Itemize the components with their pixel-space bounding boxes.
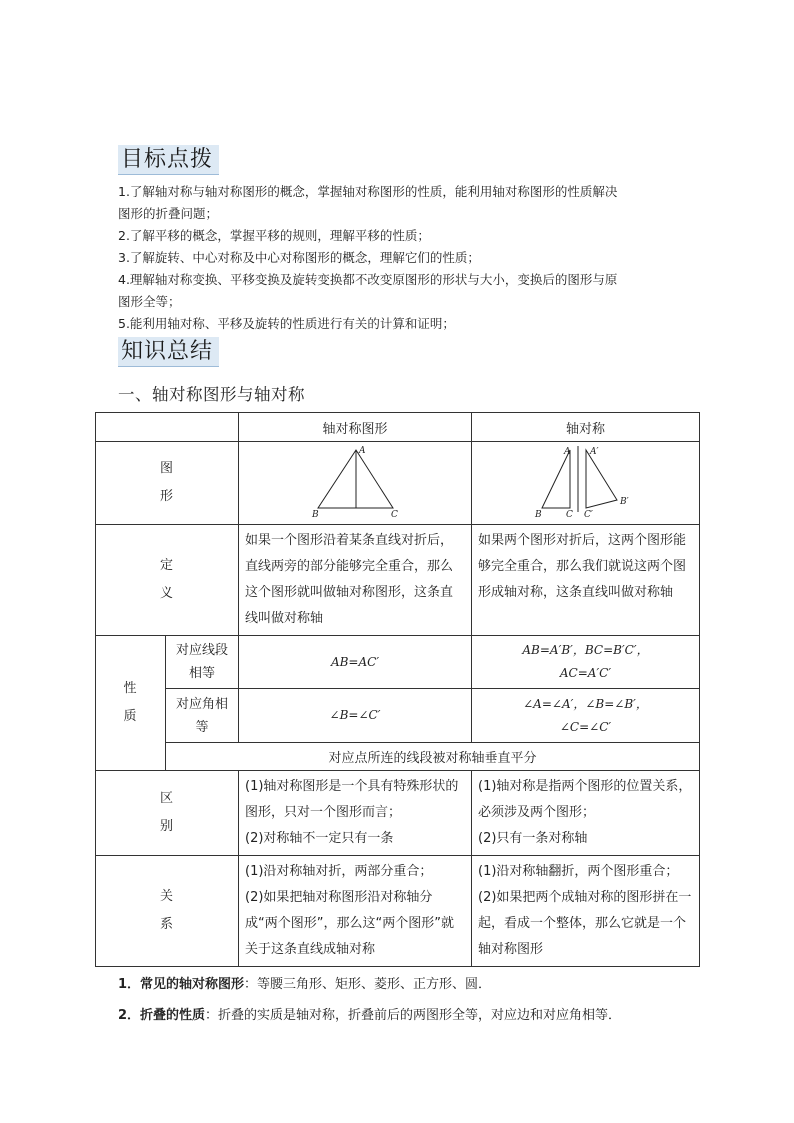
prop-seg-col1: AB=AC′ [239,636,472,689]
section-banner-goals: 目标点拨 [118,145,219,175]
row-label-definition: 定 义 [96,525,239,636]
note-folding: 2．折叠的性质：折叠的实质是轴对称，折叠前后的两图形全等，对应边和对应角相等． [118,1008,622,1023]
fig2-label-a: A [564,447,571,457]
section-banner-summary: 知识总结 [118,337,219,367]
header-col1: 轴对称图形 [239,413,472,442]
difference-col2: (1)轴对称是指两个图形的位置关系，必须涉及两个图形； (2)只有一条对称轴 [472,771,700,856]
fig2-label-c: C [566,510,573,520]
definition-col2: 如果两个图形对折后，这两个图形能够完全重合，那么我们就说这两个图形成轴对称，这条直线叫做对称轴 [472,525,700,636]
prop-common: 对应点所连的线段被对称轴垂直平分 [166,743,700,771]
goal-line: 图形的折叠问题； [118,206,219,221]
prop-ang-col2: ∠A=∠A′，∠B=∠B′， ∠C=∠C′ [472,689,700,743]
prop-seg-col2: AB=A′B′，BC=B′C′， AC=A′C′ [472,636,700,689]
section-heading: 一、轴对称图形与轴对称 [118,385,305,404]
goal-line: 5.能利用轴对称、平移及旋转的性质进行有关的计算和证明； [118,316,455,331]
prop-ang-label: 对应角相 等 [166,689,239,743]
header-blank [96,413,239,442]
fig2-label-a2: A′ [590,447,599,457]
prop-ang-col1: ∠B=∠C′ [239,689,472,743]
note-common-shapes: 1．常见的轴对称图形：等腰三角形、矩形、菱形、正方形、圆． [118,977,492,992]
fig2-label-b2: B′ [620,497,629,507]
fig1-label-a: A [359,446,366,456]
figure-axial-symmetry [472,442,700,525]
relation-col2: (1)沿对称轴翻折，两个图形重合； (2)如果把两个成轴对称的图形拼在一起，看成一个整体，那么它就是一个轴对称图形 [472,856,700,967]
fig1-label-b: B [312,510,319,520]
goal-line: 2.了解平移的概念，掌握平移的规则，理解平移的性质； [118,228,430,243]
definition-col1: 如果一个图形沿着某条直线对折后，直线两旁的部分能够完全重合，那么这个图形就叫做轴对称图形，这条直线叫做对称轴 [239,525,472,636]
row-label-figure: 图 形 [96,442,239,525]
fig1-label-c: C [391,510,398,520]
prop-seg-label: 对应线段 相等 [166,636,239,689]
relation-col1: (1)沿对称轴对折，两部分重合； (2)如果把轴对称图形沿对称轴分成“两个图形”，那么这“两个图形”就关于这条直线成轴对称 [239,856,472,967]
fig2-label-b: B [535,510,542,520]
comparison-table [95,412,700,967]
row-label-difference: 区 别 [96,771,239,856]
goal-line: 4.理解轴对称变换、平移变换及旋转变换都不改变原图形的形状与大小，变换后的图形与原 [118,272,618,287]
goals-list [118,181,698,335]
header-col2: 轴对称 [472,413,700,442]
figure-axisymmetric [239,442,472,525]
goal-line: 图形全等； [118,294,181,309]
fig2-label-c2: C′ [584,510,593,520]
row-label-property: 性 质 [96,636,166,771]
difference-col1: (1)轴对称图形是一个具有特殊形状的图形，只对一个图形而言； (2)对称轴不一定只有一条 [239,771,472,856]
row-label-relation: 关 系 [96,856,239,967]
goal-line: 1.了解轴对称与轴对称图形的概念，掌握轴对称图形的性质，能利用轴对称图形的性质解决 [118,184,618,199]
triangle-figure-2 [472,442,700,520]
goal-line: 3.了解旋转、中心对称及中心对称图形的概念，理解它们的性质； [118,250,480,265]
triangle-figure-1 [239,442,472,520]
